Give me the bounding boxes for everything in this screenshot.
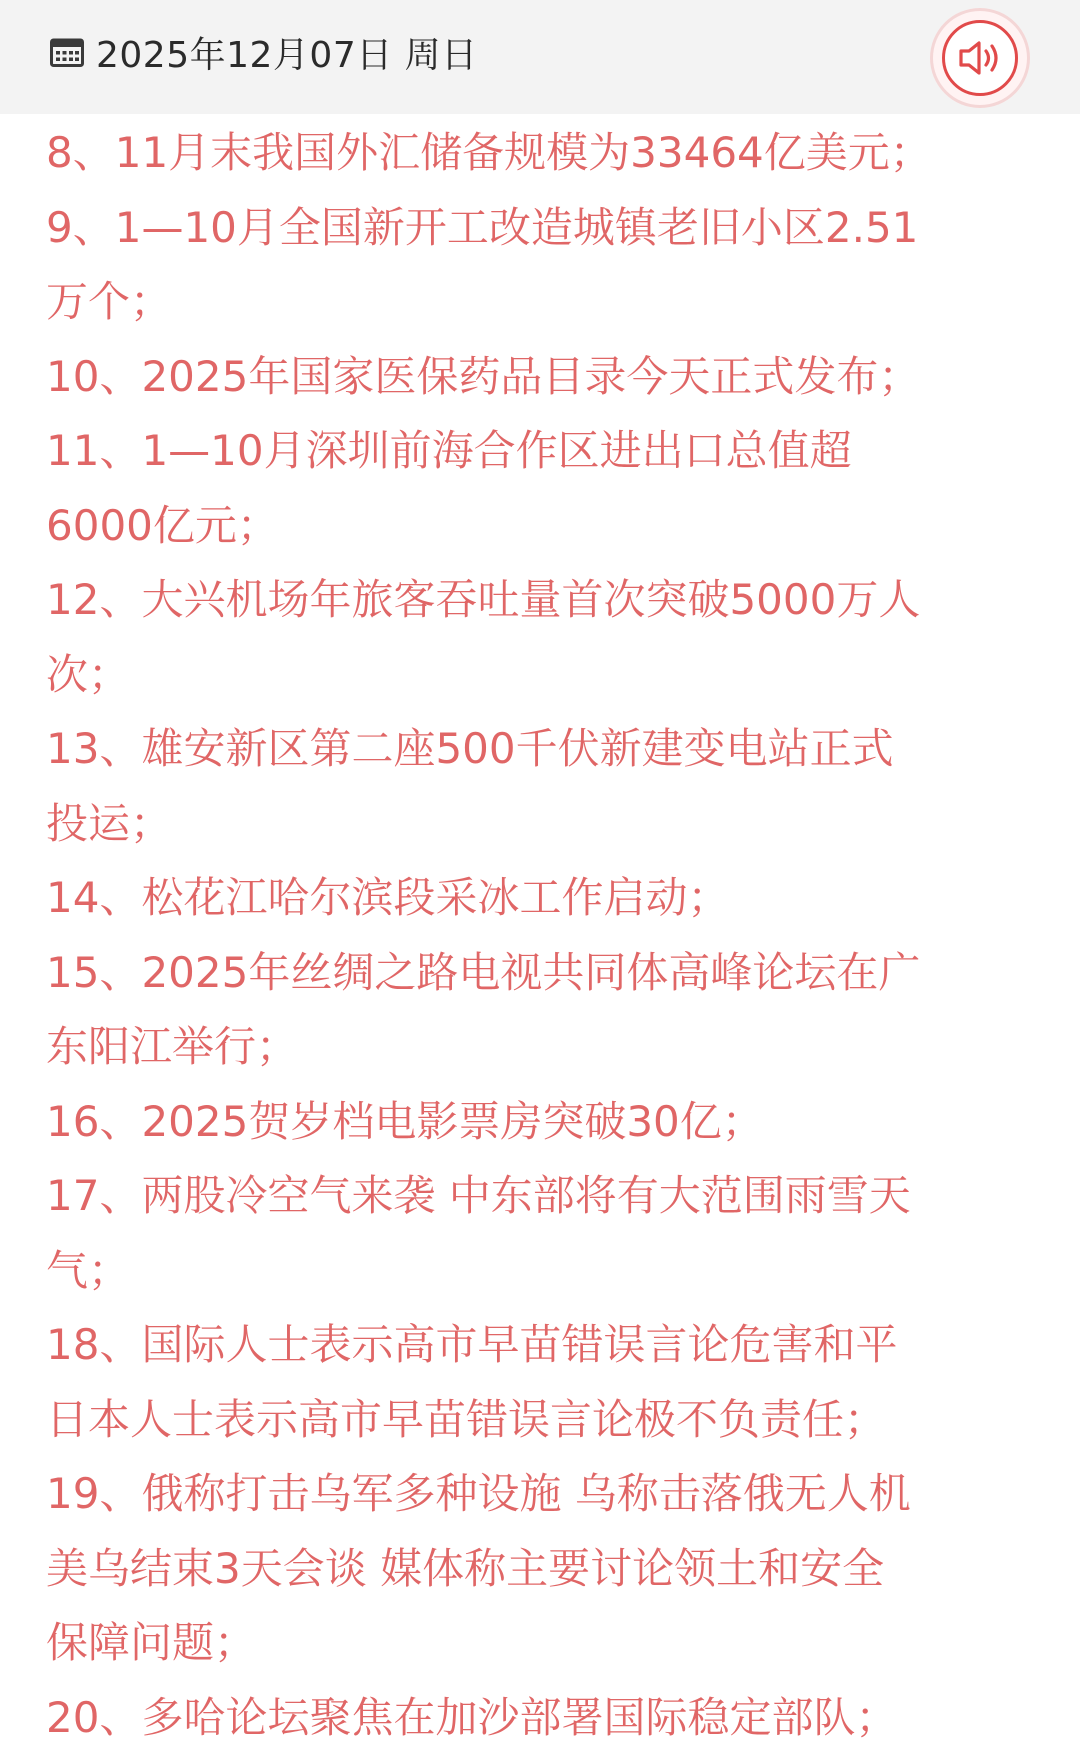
news-line: 气； (46, 1234, 1036, 1309)
date-text: 2025年12月07日 周日 (96, 27, 478, 78)
read-aloud-button[interactable] (930, 8, 1030, 108)
news-line: 次； (46, 638, 1036, 713)
news-line: 11、1—10月深圳前海合作区进出口总值超 (46, 414, 1036, 489)
news-line: 9、1—10月全国新开工改造城镇老旧小区2.51 (46, 191, 1036, 266)
news-line: 14、松花江哈尔滨段采冰工作启动； (46, 861, 1036, 936)
news-line: 20、多哈论坛聚焦在加沙部署国际稳定部队； (46, 1681, 1036, 1755)
news-line: 日本人士表示高市早苗错误言论极不负责任； (46, 1383, 1036, 1458)
top-bar (0, 0, 1080, 114)
news-line: 17、两股冷空气来袭 中东部将有大范围雨雪天 (46, 1159, 1036, 1234)
speaker-icon[interactable] (942, 20, 1018, 96)
news-line: 美乌结束3天会谈 媒体称主要讨论领土和安全 (46, 1532, 1036, 1607)
news-line: 投运； (46, 787, 1036, 862)
news-line: 万个； (46, 265, 1036, 340)
news-line: 10、2025年国家医保药品目录今天正式发布； (46, 340, 1036, 415)
news-line: 16、2025贺岁档电影票房突破30亿； (46, 1085, 1036, 1160)
date-display (50, 24, 478, 80)
news-line: 6000亿元； (46, 489, 1036, 564)
news-line: 19、俄称打击乌军多种设施 乌称击落俄无人机 (46, 1457, 1036, 1532)
calendar-icon (50, 37, 84, 67)
news-line: 8、11月末我国外汇储备规模为33464亿美元； (46, 116, 1036, 191)
news-line: 保障问题； (46, 1606, 1036, 1681)
news-list (46, 116, 1036, 1755)
news-line: 18、国际人士表示高市早苗错误言论危害和平 (46, 1308, 1036, 1383)
news-line: 东阳江举行； (46, 1010, 1036, 1085)
news-line: 12、大兴机场年旅客吞吐量首次突破5000万人 (46, 563, 1036, 638)
news-line: 13、雄安新区第二座500千伏新建变电站正式 (46, 712, 1036, 787)
news-line: 15、2025年丝绸之路电视共同体高峰论坛在广 (46, 936, 1036, 1011)
